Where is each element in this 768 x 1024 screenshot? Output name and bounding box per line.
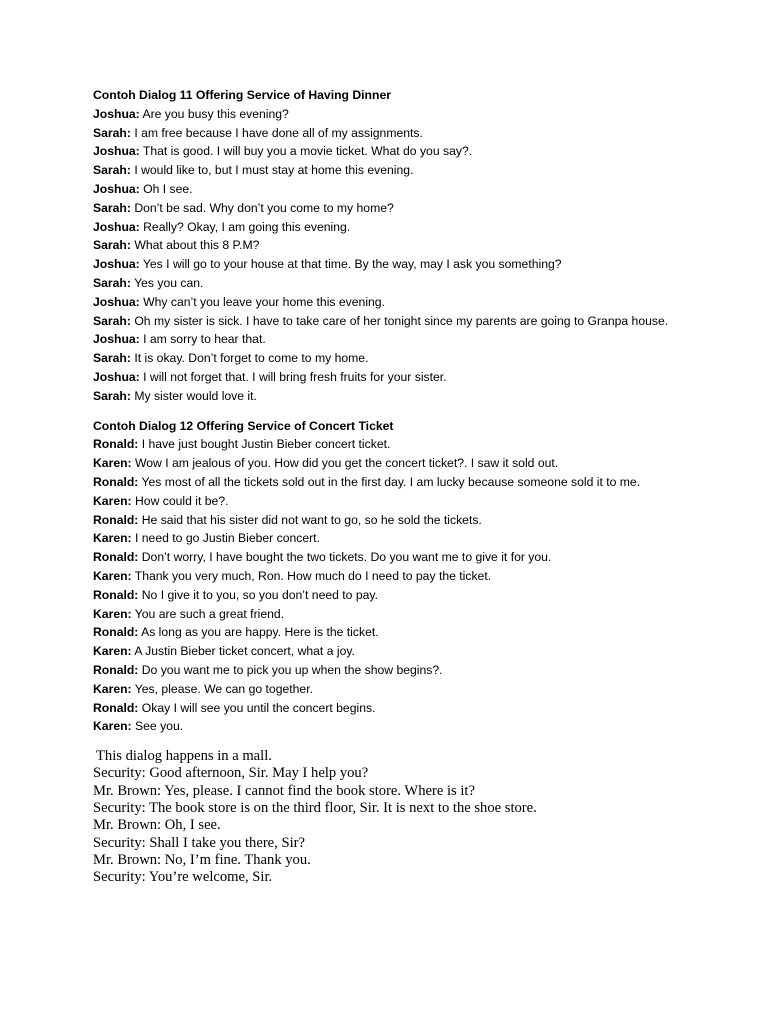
dialog-line: Security: The book store is on the third floor, Sir. It is next to the shoe store. [93,799,537,816]
utterance: I am free because I have done all of my assignments. [130,125,423,140]
dialog-line [93,529,713,548]
speaker: Karen: [93,681,132,696]
utterance: It is okay. Don’t forget to come to my home. [130,351,369,366]
speaker: Sarah: [93,351,131,366]
dialog-line [93,548,713,567]
dialog-line [93,511,713,530]
speaker: Karen: [93,493,132,508]
speaker: Ronald: [93,587,139,602]
document-page [93,86,713,886]
dialog-line [93,124,713,143]
utterance: I need to go Justin Bieber concert. [131,531,320,546]
speaker: Joshua: [93,181,140,196]
dialog-line [93,274,713,293]
speaker: Joshua: [93,219,140,234]
dialog-12 [93,417,713,737]
speaker: Ronald: [93,662,139,677]
dialog-line [93,199,713,218]
utterance: Yes you can. [130,275,204,290]
dialog-line [93,454,713,473]
speaker: Joshua: [93,332,140,347]
speaker: Karen: [93,719,132,734]
utterance: See you. [131,719,184,734]
speaker: Ronald: [93,625,139,640]
speaker: Joshua: [93,106,140,121]
dialog-line: Security: You’re welcome, Sir. [93,869,273,886]
dialog-line [93,255,713,274]
dialog-line: Mr. Brown: Oh, I see. [93,817,221,834]
utterance: No I give it to you, so you don’t need to pay. [138,587,378,602]
utterance: Yes most of all the tickets sold out in the first day. I am lucky because someone sold it to me. [138,474,641,489]
dialog-line [93,161,713,180]
utterance: Thank you very much, Ron. How much do I need to pay the ticket. [131,568,492,583]
utterance: You are such a great friend. [131,606,285,621]
dialog-line [93,642,713,661]
speaker: Sarah: [93,313,131,328]
dialog-line [93,105,713,124]
dialog-line [93,492,713,511]
dialog-line [93,330,713,349]
speaker: Ronald: [93,512,139,527]
dialog-line [93,180,713,199]
utterance: I will not forget that. I will bring fresh fruits for your sister. [139,369,447,384]
dialog-line [93,142,713,161]
speaker: Karen: [93,644,132,659]
utterance: Wow I am jealous of you. How did you get the concert ticket?. I saw it sold out. [131,456,559,471]
utterance: I would like to, but I must stay at home this evening. [130,163,414,178]
dialog-line [93,435,713,454]
dialog-line [93,567,713,586]
utterance: Don’t be sad. Why don’t you come to my home? [130,200,394,215]
dialog-13 [93,748,713,886]
utterance: Yes, please. We can go together. [131,681,313,696]
dialog-line [93,218,713,237]
speaker: Joshua: [93,144,140,159]
speaker: Karen: [93,531,132,546]
dialog-line: Mr. Brown: No, I’m fine. Thank you. [93,851,311,868]
dialog-line [93,368,713,387]
dialog-line [93,680,713,699]
dialog-line [93,349,713,368]
dialog-11-title: Contoh Dialog 11 Offering Service of Having Dinner [93,88,391,102]
dialog-line [93,586,713,605]
dialog-line [93,661,713,680]
dialog-line [93,236,713,255]
dialog-line [93,473,713,492]
utterance: Okay I will see you until the concert begins. [138,700,376,715]
utterance: My sister would love it. [130,388,257,403]
speaker: Sarah: [93,238,131,253]
utterance: What about this 8 P.M? [130,238,260,253]
utterance: That is good. I will buy you a movie ticket. What do you say?. [139,144,473,159]
speaker: Sarah: [93,275,131,290]
dialog-line [93,387,713,406]
speaker: Ronald: [93,437,139,452]
utterance: Why can’t you leave your home this evening. [139,294,385,309]
speaker: Karen: [93,456,132,471]
dialog-line [93,312,678,331]
utterance: A Justin Bieber ticket concert, what a joy. [131,644,355,659]
dialog-line [93,717,713,736]
utterance: As long as you are happy. Here is the ticket. [138,625,379,640]
dialog-13-intro: This dialog happens in a mall. [96,748,272,765]
dialog-line: Security: Shall I take you there, Sir? [93,834,305,851]
utterance: Are you busy this evening? [139,106,289,121]
utterance: How could it be?. [131,493,229,508]
speaker: Karen: [93,606,132,621]
dialog-12-title: Contoh Dialog 12 Offering Service of Concert Ticket [93,418,394,433]
dialog-line [93,605,713,624]
speaker: Ronald: [93,700,139,715]
dialog-line: Security: Good afternoon, Sir. May I help you? [93,765,369,782]
speaker: Karen: [93,568,132,583]
dialog-11 [93,86,713,406]
utterance: Oh my sister is sick. I have to take care of her tonight since my parents are going to Granpa house. [130,313,669,328]
speaker: Sarah: [93,200,131,215]
utterance: Don’t worry, I have bought the two tickets. Do you want me to give it for you. [138,550,552,565]
speaker: Sarah: [93,125,131,140]
dialog-line [93,623,713,642]
utterance: Do you want me to pick you up when the show begins?. [138,662,443,677]
utterance: Really? Okay, I am going this evening. [139,219,351,234]
speaker: Sarah: [93,388,131,403]
utterance: I am sorry to hear that. [139,332,266,347]
utterance: I have just bought Justin Bieber concert ticket. [138,437,391,452]
speaker: Ronald: [93,474,139,489]
utterance: Yes I will go to your house at that time. By the way, may I ask you something? [139,257,562,272]
dialog-line [93,293,713,312]
dialog-line [93,699,713,718]
utterance: Oh I see. [139,181,193,196]
speaker: Joshua: [93,294,140,309]
speaker: Ronald: [93,550,139,565]
dialog-line: Mr. Brown: Yes, please. I cannot find the book store. Where is it? [93,782,475,799]
speaker: Sarah: [93,163,131,178]
utterance: He said that his sister did not want to go, so he sold the tickets. [138,512,482,527]
speaker: Joshua: [93,369,140,384]
speaker: Joshua: [93,257,140,272]
